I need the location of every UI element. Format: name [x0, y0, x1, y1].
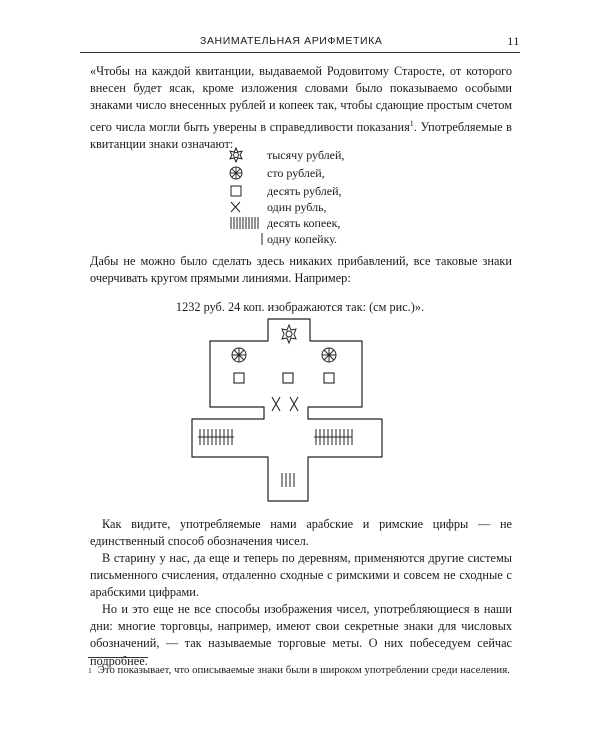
- footnote-mark: 1: [88, 666, 92, 675]
- square-icon: [225, 183, 247, 199]
- legend-label: тысячу рублей,: [267, 148, 345, 162]
- body-paragraph: Но и это еще не все способы изображения чисел, употребляющиеся в наши дни: многие торговцы, например, имеют свои секретные знаки для числовых обозначений, — так называемые торговые меты. О них побеседуем сейчас подробнее.: [90, 602, 512, 668]
- example-caption: 1232 руб. 24 коп. изображаются так: (см рис.)».: [175, 300, 425, 314]
- legend-row: [225, 165, 425, 181]
- running-title: ЗАНИМАТЕЛЬНАЯ АРИФМЕТИКА: [200, 35, 383, 47]
- single-stroke-icon: [225, 231, 265, 247]
- legend-label: одну копейку.: [267, 232, 338, 246]
- footnote-text: Это показывает, что описываемые знаки были в широком употреблении среди населения.: [97, 664, 510, 676]
- legend-row: [225, 231, 425, 247]
- footnote: [88, 663, 512, 678]
- intro-tail: . Употребляемые в квитанции знаки означают:: [90, 119, 512, 151]
- footnote-ref: 1: [409, 118, 414, 128]
- footnote-divider: [88, 657, 148, 658]
- body-paragraph: В старину у нас, да еще и теперь по деревням, применяются другие системы письменного счисления, отдаленно сходные с римскими и совсем не сходные с арабскими цифрами.: [90, 551, 512, 600]
- star-in-circle-icon: [225, 147, 247, 163]
- legend-row: [225, 215, 425, 231]
- second-paragraph: Дабы не можно было сделать здесь никаких прибавлений, все таковые знаки очерчивать кругом прямыми линиями. Например:: [90, 254, 512, 286]
- page-number: 11: [507, 34, 520, 48]
- legend-label: десять копеек,: [267, 216, 341, 230]
- cross-icon: [225, 199, 247, 215]
- wheel-icon: [225, 165, 247, 181]
- legend-row: [225, 147, 425, 163]
- body-paragraph: Как видите, употребляемые нами арабские и римские цифры — не единственный способ обозначения чисел.: [90, 517, 512, 549]
- legend-label: десять рублей,: [267, 184, 342, 198]
- wheel-left: [232, 348, 246, 362]
- intro-paragraph: [90, 63, 512, 153]
- legend-row: [225, 199, 425, 215]
- intro-text: «Чтобы на каждой квитанции, выдаваемой Родовитому Старосте, от которого внесен будет ясак, кроме изложения словами было показываемо особыми знаками число внесенных рублей и копеек так, чтобы сдающие простым счетом сего числа могли быть уверены в справедливости показания: [90, 64, 512, 134]
- receipt-symbol-figure: [186, 317, 390, 503]
- legend-label: один рубль,: [267, 200, 327, 214]
- legend-row: [225, 183, 425, 199]
- legend-label: сто рублей,: [267, 166, 325, 180]
- running-header: [80, 34, 520, 53]
- ten-strokes-icon: [225, 215, 261, 231]
